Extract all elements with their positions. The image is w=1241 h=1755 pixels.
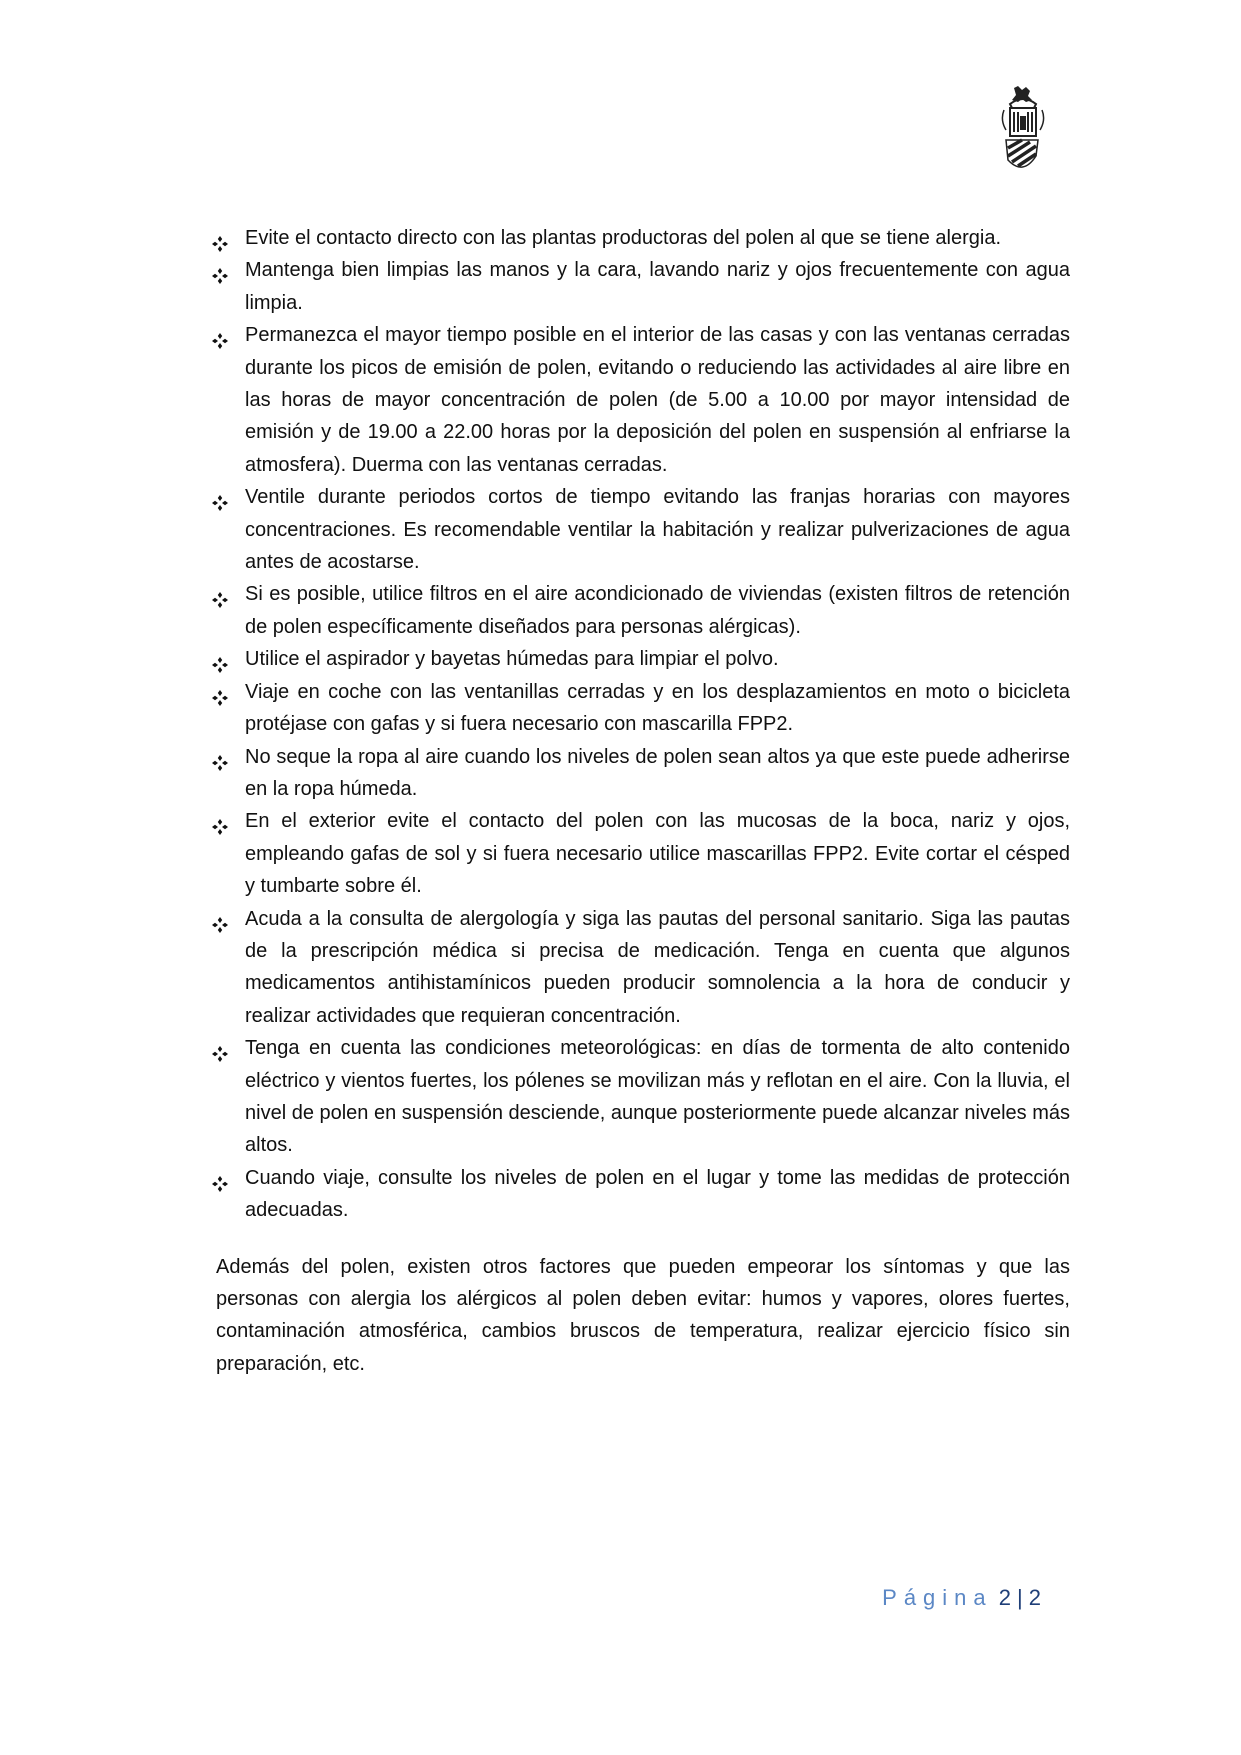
diamond-bullet-icon <box>212 586 228 602</box>
diamond-bullet-icon <box>212 1170 228 1186</box>
list-item <box>216 643 1070 675</box>
list-item-text: Mantenga bien limpias las manos y la cara, lavando nariz y ojos frecuentemente con agua limpia. <box>245 259 1070 314</box>
diamond-bullet-icon <box>212 230 228 246</box>
list-item <box>216 319 1070 481</box>
list-item <box>216 578 1070 643</box>
list-item <box>216 1162 1070 1227</box>
list-item <box>216 254 1070 319</box>
list-item <box>216 676 1070 741</box>
list-item-text: Viaje en coche con las ventanillas cerradas y en los desplazamientos en moto o bicicleta protéjase con gafas y si fuera necesario con mascarilla FPP2. <box>245 680 1070 736</box>
list-item-text: En el exterior evite el contacto del polen con las mucosas de la boca, nariz y ojos, empleando gafas de sol y si fuera necesario utilice mascarillas FPP2. Evite cortar el césped y tumbarte sobre él. <box>245 810 1070 898</box>
list-item-text: Cuando viaje, consulte los niveles de polen en el lugar y tome las medidas de protección adecuadas. <box>245 1166 1070 1222</box>
diamond-bullet-icon <box>212 813 228 829</box>
list-item-text: Permanezca el mayor tiempo posible en el interior de las casas y con las ventanas cerradas durante los picos de emisión de polen, evitando o reduciendo las actividades al aire libre en las horas de mayor concentración de polen (de 5.00 a 10.00 por mayor intensidad de emisión y de 19.00 a 22.00 horas por la deposición del polen en suspensión al enfriarse la atmosfera). Duerma con las ventanas cerradas. <box>245 324 1070 476</box>
list-item-text: Ventile durante periodos cortos de tiempo evitando las franjas horarias con mayores concentraciones. Es recomendable ventilar la habitación y realizar pulverizaciones de agua antes de acostarse. <box>245 486 1070 574</box>
list-item-text: No seque la ropa al aire cuando los niveles de polen sean altos ya que este puede adherirse en la ropa húmeda. <box>245 745 1070 800</box>
generalitat-valenciana-crest-icon <box>1000 86 1046 174</box>
document-body <box>216 222 1070 1380</box>
diamond-bullet-icon <box>212 651 228 667</box>
diamond-bullet-icon <box>212 262 228 278</box>
closing-paragraph: Además del polen, existen otros factores que pueden empeorar los síntomas y que las personas con alergia los alérgicos al polen deben evitar: humos y vapores, olores fuertes, contaminación atmosférica, cambios bruscos de temperatura, realizar ejercicio físico sin preparación, etc. <box>216 1255 1070 1375</box>
list-item <box>216 805 1070 902</box>
list-item-text: Utilice el aspirador y bayetas húmedas para limpiar el polvo. <box>245 648 779 671</box>
recommendations-list <box>216 222 1070 1227</box>
page-separator: | <box>1017 1585 1023 1610</box>
current-page-number: 2 <box>998 1585 1012 1610</box>
diamond-bullet-icon <box>212 684 228 700</box>
list-item-text: Acuda a la consulta de alergología y siga las pautas del personal sanitario. Siga las pautas de la prescripción médica si precisa de medicación. Tenga en cuenta que algunos medicamentos antihistamínicos pueden producir somnolencia a la hora de conducir y realizar actividades que requieran concentración. <box>245 907 1070 1027</box>
diamond-bullet-icon <box>212 749 228 765</box>
page-footer <box>882 1585 1041 1611</box>
page-label: Página <box>882 1585 993 1610</box>
list-item-text: Evite el contacto directo con las plantas productoras del polen al que se tiene alergia. <box>245 227 1002 249</box>
diamond-bullet-icon <box>212 489 228 505</box>
list-item <box>216 903 1070 1033</box>
list-item-text: Si es posible, utilice filtros en el aire acondicionado de viviendas (existen filtros de retención de polen específicamente diseñados para personas alérgicas). <box>245 583 1070 638</box>
list-item <box>216 481 1070 578</box>
total-pages-number: 2 <box>1028 1585 1041 1610</box>
diamond-bullet-icon <box>212 327 228 343</box>
list-item <box>216 741 1070 806</box>
diamond-bullet-icon <box>212 911 228 927</box>
list-item-text: Tenga en cuenta las condiciones meteorológicas: en días de tormenta de alto contenido eléctrico y vientos fuertes, los pólenes se movilizan más y reflotan en el aire. Con la lluvia, el nivel de polen en suspensión desciende, aunque posteriormente puede alcanzar niveles más altos. <box>245 1037 1070 1157</box>
list-item <box>216 222 1070 254</box>
diamond-bullet-icon <box>212 1040 228 1056</box>
list-item <box>216 1032 1070 1162</box>
